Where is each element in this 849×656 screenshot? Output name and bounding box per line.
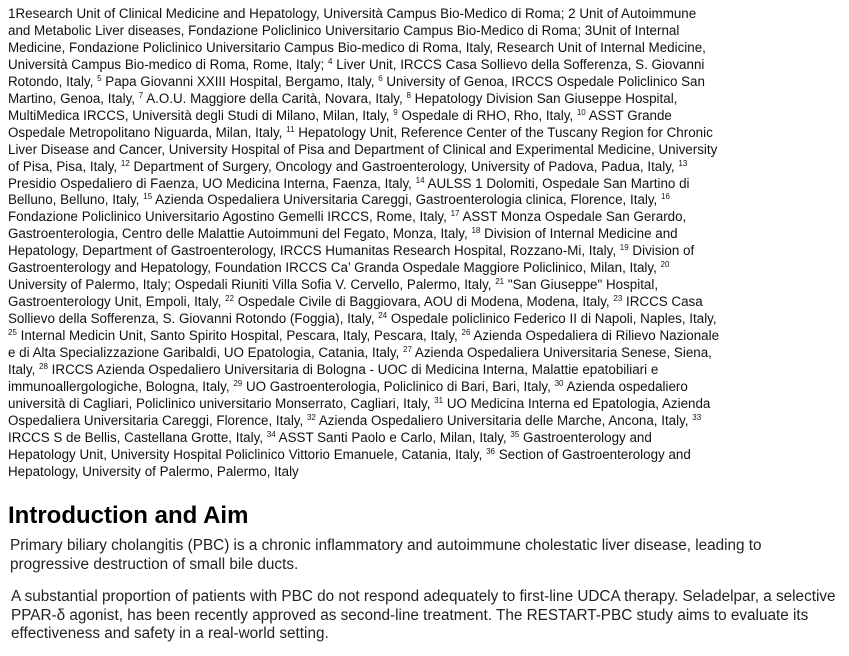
affiliation-text: University of Palermo, Italy; Ospedali Riuniti Villa Sofia V. Cervello, Palermo, Italy, xyxy=(8,277,492,293)
affiliation-number: 12 xyxy=(120,158,130,168)
affiliation-text: "San Giuseppe" Hospital, Gastroenterology Unit, Empoli, Italy, xyxy=(8,277,659,310)
affiliation-number: 28 xyxy=(39,362,48,372)
affiliation-text: Ospedale di RHO, Rho, Italy, xyxy=(401,107,574,123)
affiliation-number: 26 xyxy=(461,328,471,338)
affiliation-text: Hepatology Unit, Reference Center of the Tuscany Region for Chronic Liver Disease and Cancer, University Hospital of Pisa and Department of Clinical and Experimental Medicine, University of Pisa, Pisa, Italy, xyxy=(8,124,718,174)
affiliation-number: 30 xyxy=(554,378,564,388)
affiliation-number: 18 xyxy=(471,226,481,236)
affiliation-text: AULSS 1 Dolomiti, Ospedale San Martino di Belluno, Belluno, Italy, xyxy=(8,175,690,208)
affiliation-text: Section of Gastroenterology and Hepatology, University of Palermo, Palermo, Italy xyxy=(8,446,691,479)
affiliation-text: IRCCS Azienda Ospedaliero Universitaria di Bologna - UOC di Medicina Interna, Malattie epatobiliari e immunoallergologiche, Bologna, Italy, xyxy=(8,362,659,394)
intro-paragraph-2: A substantial proportion of patients with PBC do not respond adequately to first-line UDCA therapy. Seladelpar, a selective PPAR-δ agonist, has been recently approved as second-line treatment. The RESTART-PBC study aims to evaluate its effectiveness and safety in a real-world setting. xyxy=(11,588,836,642)
affiliation-number: 16 xyxy=(661,192,670,202)
affiliation-number: 22 xyxy=(225,294,234,304)
affiliation-number: 32 xyxy=(306,412,316,422)
affiliation-text: Division of Internal Medicine and Hepatology, Department of Gastroenterology, IRCCS Humanitas Research Hospital, Rozzano-Mi, Italy, xyxy=(8,226,678,259)
affiliation-number: 6 xyxy=(378,73,383,83)
affiliation-number: 29 xyxy=(233,378,243,388)
affiliation-text: IRCCS S de Bellis, Castellana Grotte, Italy, xyxy=(8,429,264,445)
affiliation-text: Azienda ospedaliero università di Cagliari, Policlinico universitario Monserrato, Cagliari, Italy, xyxy=(8,378,688,411)
affiliation-number: 34 xyxy=(266,429,276,439)
affiliation-text: Internal Medicin Unit, Santo Spirito Hospital, Pescara, Italy, Pescara, Italy, xyxy=(20,328,458,344)
section-title-introduction: Introduction and Aim xyxy=(8,502,249,529)
affiliation-text: Department of Surgery, Oncology and Gastroenterology, University of Padova, Padua, Italy, xyxy=(133,158,675,174)
intro-paragraph-1: Primary biliary cholangitis (PBC) is a chronic inflammatory and autoimmune cholestatic liver disease, leading to progressive destruction of small bile ducts. xyxy=(10,537,762,573)
affiliation-number: 33 xyxy=(692,412,702,422)
affiliation-number: 10 xyxy=(576,107,586,117)
affiliation-text: ASST Monza Ospedale San Gerardo, Gastroenterologia, Centro delle Malattie Autoimmuni del Fegato, Monza, Italy, xyxy=(8,209,687,242)
affiliation-text: UO Gastroenterologia, Policlinico di Bari, Bari, Italy, xyxy=(245,378,551,394)
affiliation-number: 14 xyxy=(415,175,425,185)
affiliation-text: Division of Gastroenterology and Hepatology, Foundation IRCCS Ca’ Granda Ospedale Maggiore Policlinico, Milan, Italy, xyxy=(8,243,695,276)
affiliation-text: ASST Santi Paolo e Carlo, Milan, Italy, xyxy=(278,429,507,445)
affiliation-text: IRCCS Casa Sollievo della Sofferenza, S. Giovanni Rotondo (Foggia), Italy, xyxy=(8,294,703,327)
affiliation-text: Fondazione Policlinico Universitario Agostino Gemelli IRCCS, Rome, Italy, xyxy=(8,209,447,225)
affiliation-number: 11 xyxy=(286,124,295,134)
affiliation-number: 17 xyxy=(450,209,460,219)
affiliations-block xyxy=(8,6,720,481)
affiliation-text: Ospedale Civile di Baggiovara, AOU di Modena, Modena, Italy, xyxy=(237,294,610,310)
affiliation-text: Azienda Ospedaliera di Rilievo Nazionale e di Alta Specializzazione Garibaldi, UO Epatologia, Catania, Italy, xyxy=(8,328,720,361)
affiliation-text: Papa Giovanni XXIII Hospital, Bergamo, Italy, xyxy=(105,73,375,89)
affiliation-number: 23 xyxy=(613,294,623,304)
affiliation-number: 7 xyxy=(138,90,144,100)
affiliation-text: Presidio Ospedaliero di Faenza, UO Medicina Interna, Faenza, Italy, xyxy=(8,175,412,191)
affiliation-text: Liver Unit, IRCCS Casa Sollievo della Sofferenza, S. Giovanni Rotondo, Italy, xyxy=(8,56,705,89)
affiliation-text: Ospedale policlinico Federico II di Napoli, Naples, Italy, xyxy=(390,311,717,327)
affiliation-number: 31 xyxy=(434,395,444,405)
affiliation-text: Azienda Ospedaliero Universitaria delle Marche, Ancona, Italy, xyxy=(318,412,689,428)
affiliation-text: 1Research Unit of Clinical Medicine and Hepatology, Università Campus Bio-Medico di Roma; 2 Unit of Autoimmune and Metabolic Liver diseases, Fondazione Policlinico Universitario Campus Bio-Medico di Roma; 3Unit of Internal Medicine, Fondazione Policlinico Universitario Campus Bio-medico di Roma, Italy, Research Unit of Internal Medicine, Università Campus Bio-medico di Roma, Rome, Italy; xyxy=(8,6,706,72)
affiliation-number: 20 xyxy=(660,260,670,270)
affiliation-number: 15 xyxy=(143,192,153,202)
affiliation-number: 24 xyxy=(378,311,388,321)
affiliation-number: 25 xyxy=(8,328,17,338)
affiliation-text: UO Medicina Interna ed Epatologia, Azienda Ospedaliera Universitaria Careggi, Florence, Italy, xyxy=(8,395,711,428)
affiliation-text: Hepatology Division San Giuseppe Hospital, MultiMedica IRCCS, Università degli Studi di Milano, Milan, Italy, xyxy=(8,90,678,123)
affiliation-number: 13 xyxy=(678,158,688,168)
affiliation-text: Azienda Ospedaliera Universitaria Careggi, Gastroenterologia clinica, Florence, Italy, xyxy=(155,192,658,208)
affiliation-number: 4 xyxy=(328,56,333,66)
affiliation-number: 9 xyxy=(393,107,398,117)
affiliation-number: 27 xyxy=(403,345,412,355)
affiliation-number: 21 xyxy=(495,277,505,287)
affiliation-number: 5 xyxy=(97,73,102,83)
affiliation-text: ASST Grande Ospedale Metropolitano Niguarda, Milan, Italy, xyxy=(8,107,672,140)
affiliation-text: Gastroenterology and Hepatology Unit, University Hospital Policlinico Vittorio Emanuele, Catania, Italy, xyxy=(8,429,652,462)
affiliation-number: 36 xyxy=(486,446,495,456)
affiliation-text: Azienda Ospedaliera Universitaria Senese, Siena, Italy, xyxy=(8,345,712,378)
affiliation-number: 35 xyxy=(510,429,520,439)
affiliation-number: 8 xyxy=(406,90,411,100)
affiliation-text: A.O.U. Maggiore della Carità, Novara, Italy, xyxy=(146,90,403,106)
affiliation-text: University of Genoa, IRCCS Ospedale Policlinico San Martino, Genoa, Italy, xyxy=(8,73,705,106)
affiliation-number: 19 xyxy=(619,243,629,253)
